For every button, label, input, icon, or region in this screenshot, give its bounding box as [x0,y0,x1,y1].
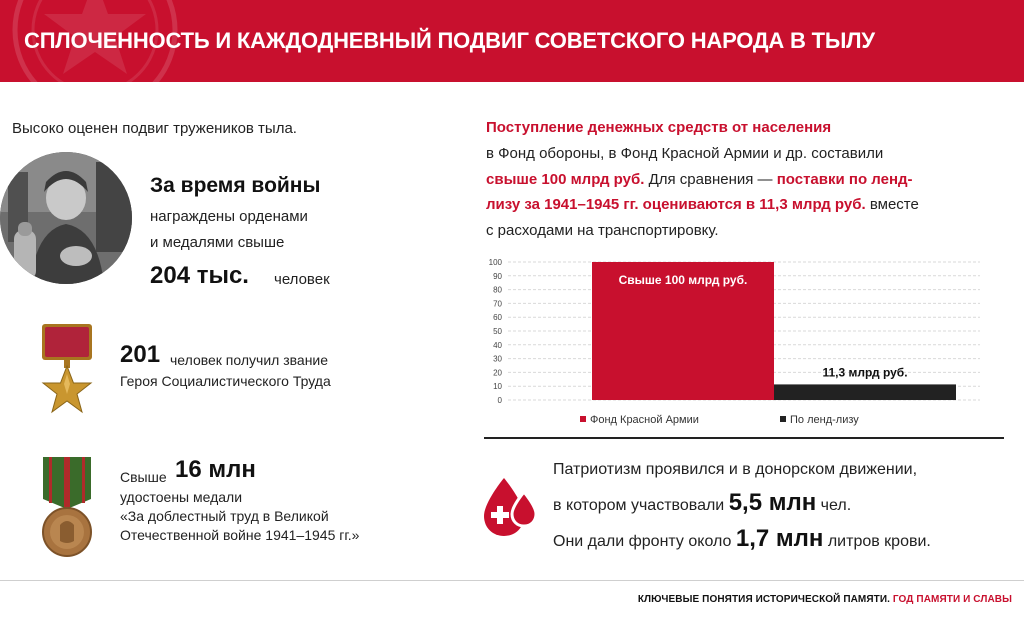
funds-together: вместе [865,196,919,213]
donor-line-2a: в котором участвовали [553,497,729,514]
y-tick-label: 60 [493,313,502,323]
awards-line-1: награждены орденами [150,208,308,225]
y-tick-label: 10 [493,382,502,392]
blood-drop-icon [478,474,542,538]
medal-line-1: удостоены медали [120,489,243,505]
medal-prefix: Свыше [120,469,167,485]
hero-star-medal-icon [38,322,96,422]
donor-line-2 [553,489,851,517]
y-tick-label: 100 [488,258,502,267]
footer-divider [0,580,1024,581]
y-tick-label: 30 [493,354,502,364]
awards-unit: человек [274,271,330,288]
funds-line-5: с расходами на транспортировку. [486,222,719,239]
donor-line-3 [553,525,931,553]
donors-value: 5,5 млн [728,489,817,516]
funds-line-2: в Фонд обороны, в Фонд Красной Армии и др. составили [486,145,884,162]
lendlease-text-b: лизу за 1941–1945 гг. оцениваются в 11,3 млрд руб. [486,196,866,213]
y-tick-label: 0 [497,396,502,405]
funds-bar-chart [480,250,1010,436]
section-divider [484,437,1004,439]
donor-line-3c: литров крови. [823,533,931,550]
awards-heading: За время войны [150,174,321,197]
y-tick-label: 40 [493,340,502,350]
bar-data-label-2: 11,3 млрд руб. [822,365,908,380]
y-tick-label: 90 [493,271,502,281]
intro-text: Высоко оценен подвиг тружеников тыла. [12,120,297,137]
bar-data-label-1: Свыше 100 млрд руб. [618,273,748,287]
header-banner [0,0,1024,82]
funds-line-3 [486,171,913,188]
legend-swatch-2 [780,416,786,422]
legend-label-1: Фонд Красной Армии [590,414,699,426]
awards-value: 204 тыс. [150,262,249,289]
footer-caption [638,594,1012,605]
funds-line-4 [486,196,919,213]
funds-amount: свыше 100 млрд руб. [486,171,645,188]
donor-line-3a: Они дали фронту около [553,533,736,550]
medal-line-2: «За доблестный труд в Великой [120,508,329,524]
heroes-value: 201 [120,341,161,368]
footer-accent: ГОД ПАМЯТИ И СЛАВЫ [892,594,1012,605]
heroes-text-2: Героя Социалистического Труда [120,373,331,389]
worker-photo [0,152,132,284]
awards-line-2: и медалями свыше [150,234,285,251]
donor-line-2c: чел. [816,497,852,514]
y-tick-label: 70 [493,299,502,309]
labor-medal-icon [38,455,96,559]
y-tick-label: 20 [493,368,502,378]
y-tick-label: 50 [493,327,502,336]
y-tick-label: 80 [493,285,502,295]
legend-swatch-1 [580,416,586,422]
donor-line-1: Патриотизм проявился и в донорском движении, [553,461,918,478]
medal-line-3: Отечественной войне 1941–1945 гг.» [120,527,360,543]
blood-value: 1,7 млн [735,525,824,552]
page-title: СПЛОЧЕННОСТЬ И КАЖДОДНЕВНЫЙ ПОДВИГ СОВЕТСКОГО НАРОДА В ТЫЛУ [24,28,875,53]
funds-compare: Для сравнения — [644,171,777,188]
bar-2 [774,384,956,400]
lendlease-text-a: поставки по ленд- [776,171,913,188]
medal-value: 16 млн [175,456,256,483]
footer-text: КЛЮЧЕВЫЕ ПОНЯТИЯ ИСТОРИЧЕСКОЙ ПАМЯТИ. [637,594,891,605]
heroes-text-1: человек получил звание [170,352,329,368]
legend-label-2: По ленд-лизу [790,414,859,426]
funds-heading: Поступление денежных средств от населения [486,119,832,136]
